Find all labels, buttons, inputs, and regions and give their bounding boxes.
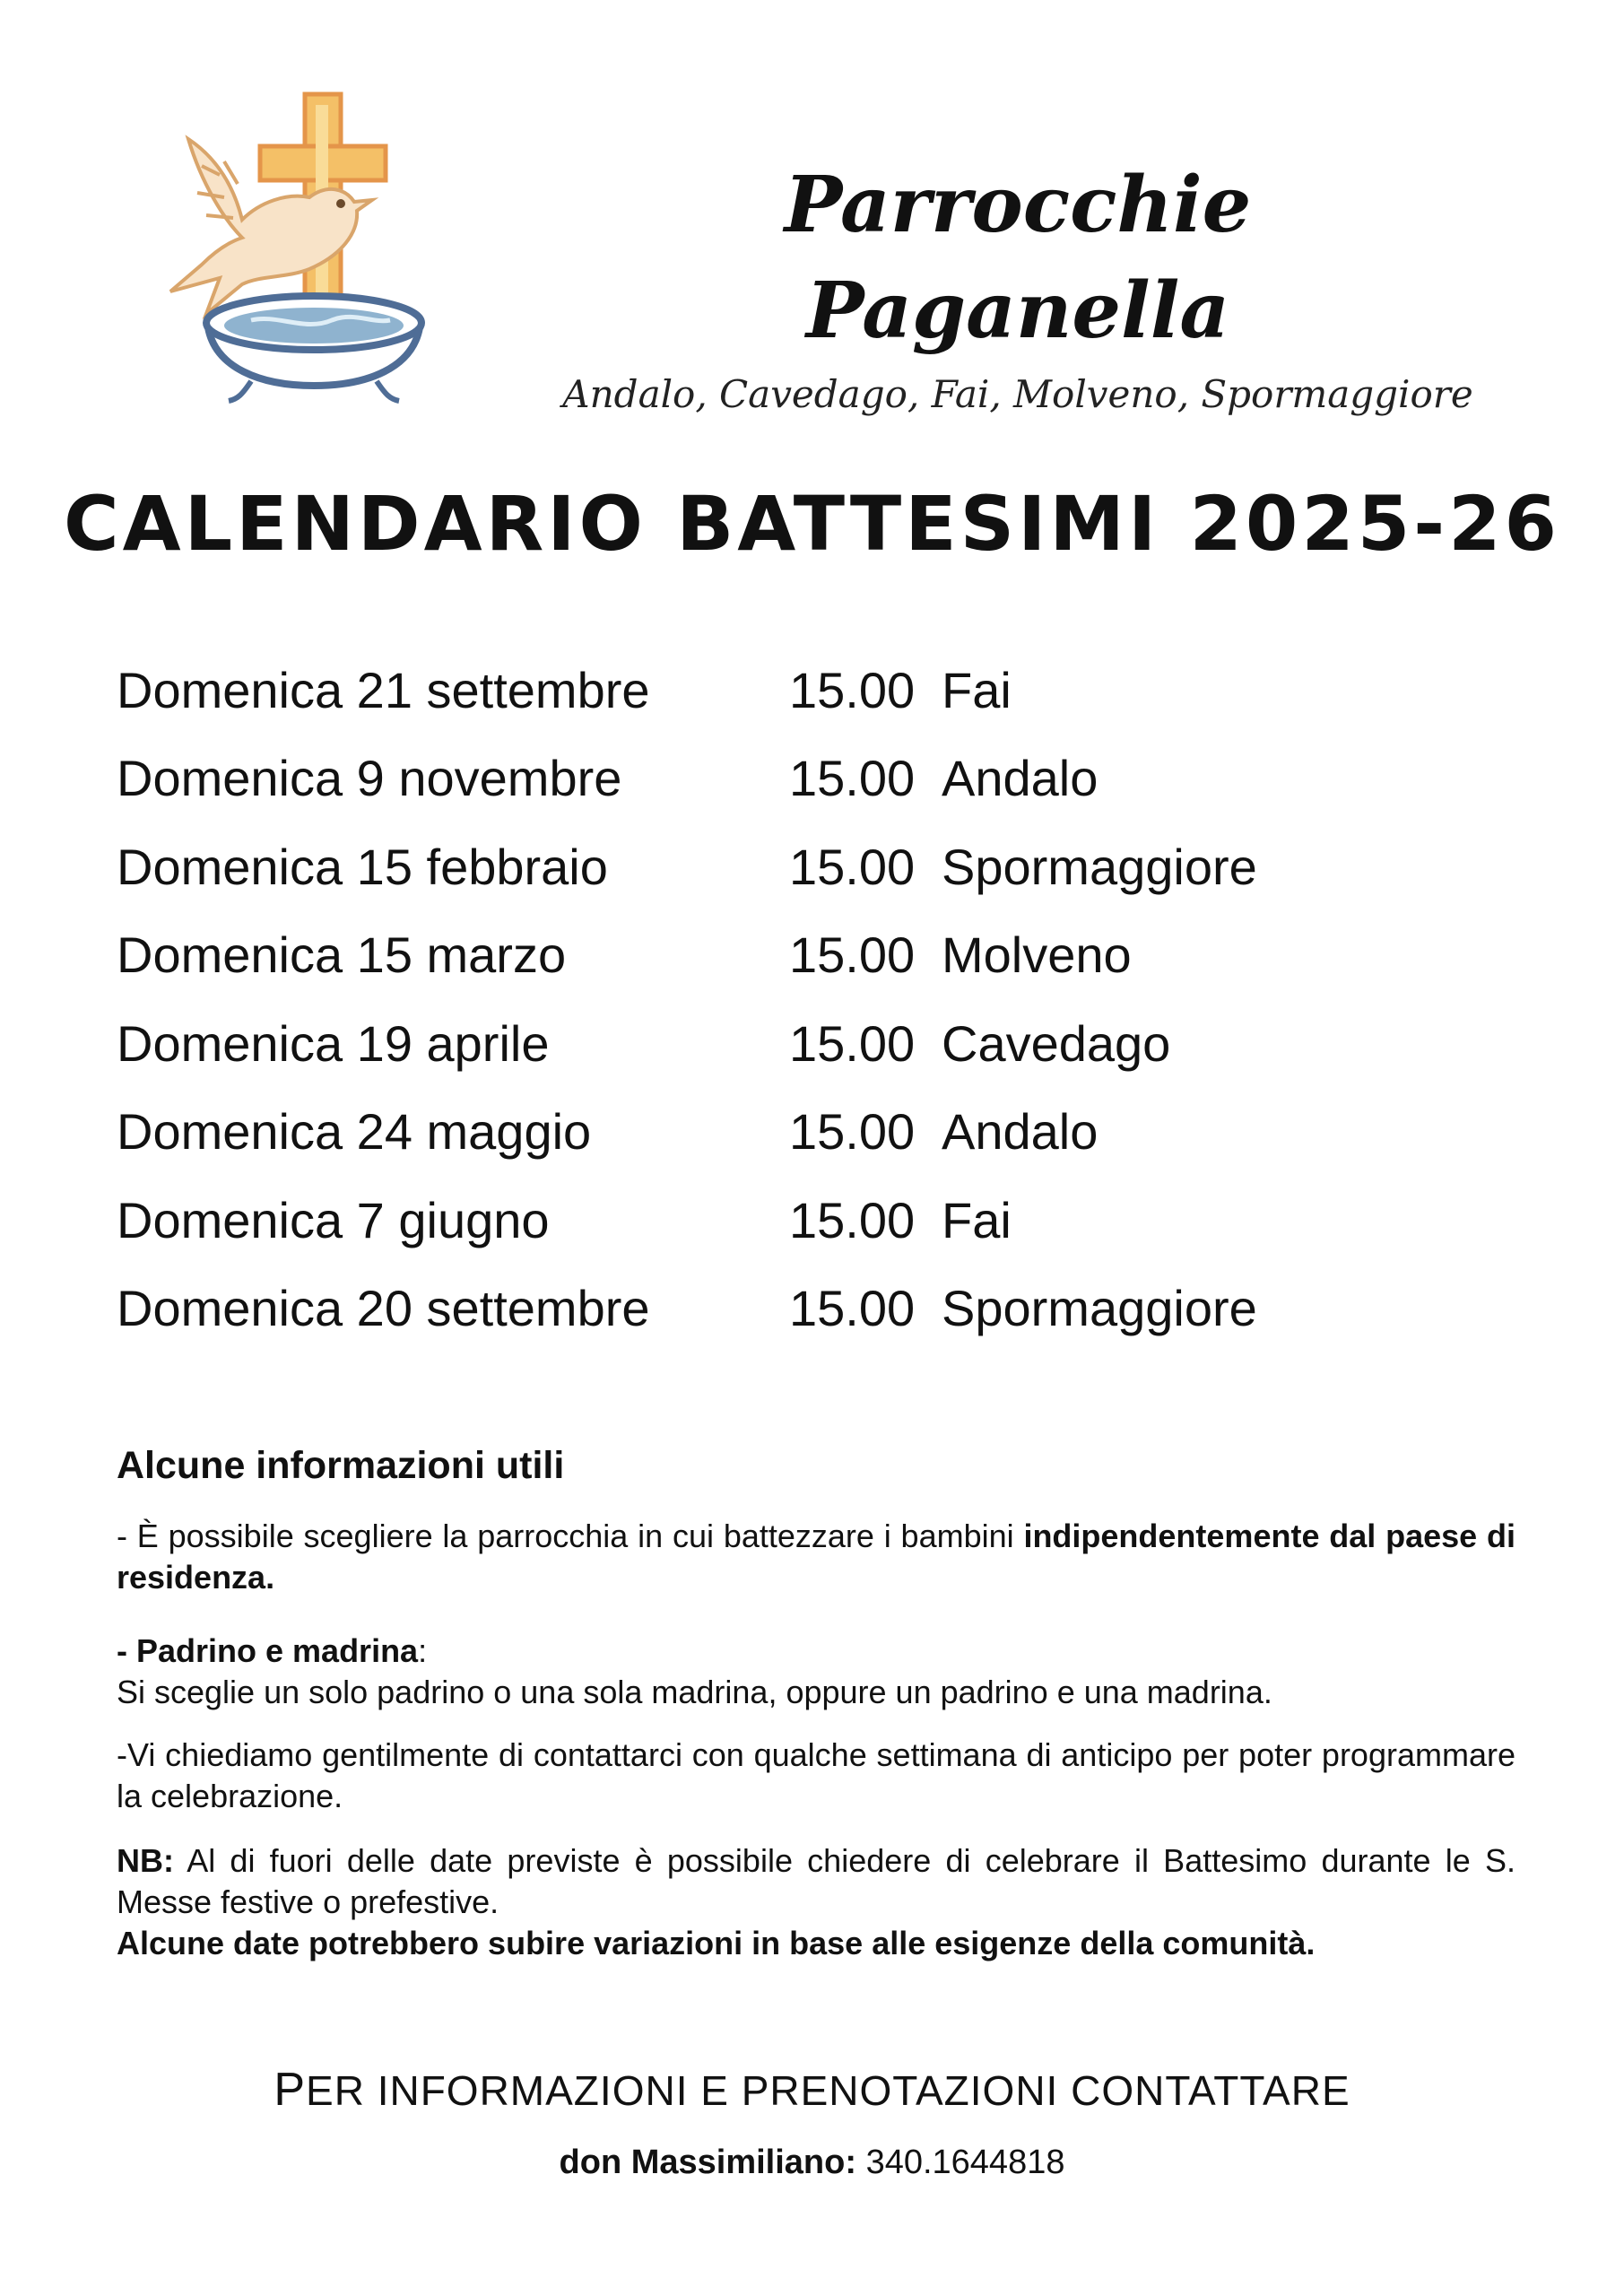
schedule-date: Domenica 19 aprile — [117, 1014, 550, 1072]
villages-subtitle: Andalo, Cavedago, Fai, Molveno, Spormaggiore — [562, 372, 1473, 416]
schedule-place: Andalo — [942, 1103, 1099, 1161]
schedule-time: 15.00 — [789, 661, 916, 718]
baptismal-font-icon — [206, 296, 421, 401]
parish-title-line1: Parrocchie — [784, 160, 1252, 250]
info-paragraph-contact-advance — [117, 1735, 1515, 1817]
schedule-time: 15.00 — [789, 1014, 916, 1072]
info-paragraph-residence — [117, 1516, 1515, 1598]
info-bold-text: - Padrino e madrina — [117, 1632, 419, 1669]
schedule-row — [117, 1176, 1533, 1265]
schedule-time: 15.00 — [789, 1280, 916, 1337]
parish-title-line2: Paganella — [805, 265, 1230, 356]
info-text: Si sceglie un solo padrino o una sola madrina, oppure un padrino e una madrina. — [117, 1674, 1272, 1710]
schedule-time: 15.00 — [789, 1191, 916, 1248]
info-heading: Alcune informazioni utili — [117, 1444, 565, 1487]
baptism-logo — [152, 85, 457, 408]
schedule-date: Domenica 9 novembre — [117, 750, 622, 807]
info-bold-text: indipendentemente dal paese di residenza. — [117, 1518, 1515, 1596]
schedule-date: Domenica 15 marzo — [117, 926, 567, 984]
schedule-date: Domenica 21 settembre — [117, 661, 650, 718]
schedule-time: 15.00 — [789, 750, 916, 807]
contact-heading-initial: P — [274, 2064, 307, 2116]
info-bold-text: Alcune date potrebbero subire variazioni in base alle esigenze della comunità. — [117, 1925, 1316, 1961]
schedule-place: Cavedago — [942, 1014, 1171, 1072]
info-bold-text: NB: — [117, 1842, 174, 1879]
schedule-row — [117, 735, 1533, 823]
contact-phone: 340.1644818 — [856, 2144, 1065, 2181]
info-text: - È possibile scegliere la parrocchia in cui battezzare i bambini — [117, 1518, 1024, 1554]
schedule-place: Fai — [942, 661, 1012, 718]
schedule-place: Molveno — [942, 926, 1132, 984]
schedule-date: Domenica 24 maggio — [117, 1103, 592, 1161]
contact-line — [0, 2144, 1624, 2182]
info-paragraph-godparents — [117, 1631, 1515, 1713]
info-text: -Vi chiediamo gentilmente di contattarci con qualche settimana di anticipo per poter programmare la celebrazione. — [117, 1736, 1515, 1814]
baptism-schedule — [117, 646, 1533, 1352]
contact-name: don Massimiliano: — [559, 2144, 857, 2181]
calendar-title: CALENDARIO BATTESIMI 2025-26 — [64, 480, 1560, 568]
info-paragraph-nb — [117, 1840, 1515, 1964]
schedule-time: 15.00 — [789, 1103, 916, 1161]
contact-heading-rest: ER INFORMAZIONI E PRENOTAZIONI CONTATTARE — [306, 2067, 1350, 2114]
schedule-place: Spormaggiore — [942, 1280, 1257, 1337]
schedule-row — [117, 1088, 1533, 1177]
schedule-place: Fai — [942, 1191, 1012, 1248]
parish-title — [502, 152, 1533, 364]
schedule-date: Domenica 15 febbraio — [117, 838, 608, 895]
schedule-row — [117, 911, 1533, 1000]
schedule-place: Andalo — [942, 750, 1099, 807]
schedule-row — [117, 646, 1533, 735]
schedule-time: 15.00 — [789, 926, 916, 984]
schedule-row — [117, 822, 1533, 911]
schedule-time: 15.00 — [789, 838, 916, 895]
schedule-row — [117, 1265, 1533, 1353]
contact-heading — [0, 2063, 1624, 2117]
info-text: : — [418, 1632, 428, 1669]
schedule-date: Domenica 7 giugno — [117, 1191, 550, 1248]
schedule-date: Domenica 20 settembre — [117, 1280, 650, 1337]
schedule-row — [117, 999, 1533, 1088]
schedule-place: Spormaggiore — [942, 838, 1257, 895]
info-text: Al di fuori delle date previste è possibile chiedere di celebrare il Battesimo durante le S. Messe festive o prefestive. — [117, 1842, 1515, 1920]
